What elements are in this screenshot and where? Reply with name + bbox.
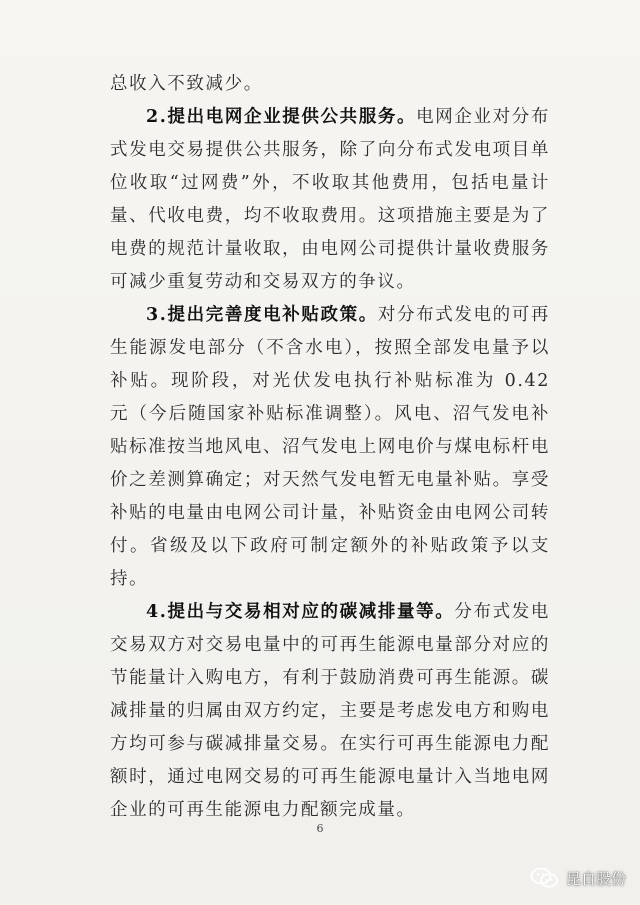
paragraph-3-body: 对分布式发电的可再生能源发电部分（不含水电），按照全部发电量予以补贴。现阶段，对光伏发电执行补贴标准为 0.42 元（今后随国家补贴标准调整）。风电、沼气发电补贴标准按当地风电、沼气发电上网电价与煤电标杆电价之差测算确定；对天然气发电暂无电量补贴。享受补贴的电量由电网公司计量，补贴资金由电网公司转付。省级及以下政府可制定额外的补贴政策予以支持。: [110, 305, 550, 589]
paragraph-continuation: 总收入不致减少。: [110, 74, 263, 94]
page-number: 6: [316, 822, 324, 835]
paragraph-2-heading: 2.提出电网企业提供公共服务。: [146, 107, 417, 127]
paragraph-4: [110, 596, 550, 827]
watermark: [530, 867, 626, 889]
paragraph-3: [110, 299, 550, 596]
paragraph-4-body: 分布式发电交易双方对交易电量中的可再生能源电量部分对应的节能量计入购电方，有利于鼓励消费可再生能源。碳减排量的归属由双方约定，主要是考虑发电方和购电方均可参与碳减排量交易。在实行可再生能源电力配额时，通过电网交易的可再生能源电量计入当地电网企业的可再生能源电力配额完成量。: [110, 602, 551, 820]
wechat-icon: [530, 867, 560, 889]
document-body: [110, 68, 550, 827]
paragraph-3-heading: 3.提出完善度电补贴政策。: [146, 305, 378, 325]
watermark-label: 昆自股份: [565, 869, 626, 888]
paragraph-4-heading: 4.提出与交易相对应的碳减排量等。: [146, 602, 455, 622]
paragraph-2-body: 电网企业对分布式发电交易提供公共服务，除了向分布式发电项目单位收取“过网费”外，不收取其他费用，包括电量计量、代收电费，均不收取费用。这项措施主要是为了电费的规范计量收取，由电网公司提供计量收费服务可减少重复劳动和交易双方的争议。: [110, 107, 550, 292]
paragraph-2: [110, 101, 550, 299]
